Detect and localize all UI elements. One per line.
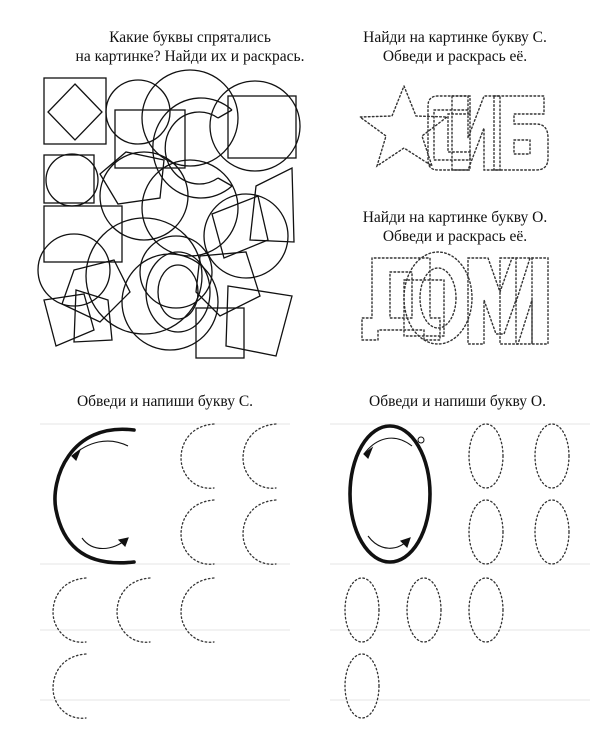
find-o-title-line-1: Найди на картинке букву О. [362, 209, 548, 226]
start-point-icon [418, 437, 424, 443]
find-c-title-line-1: Найди на картинке букву С. [363, 29, 547, 46]
model-letter-o [350, 426, 430, 562]
find-o-title-line-2: Обведи и раскрась её. [382, 228, 528, 245]
arrow-o-top-icon [364, 438, 412, 454]
trace-c-title-text: Обведи и напиши букву С. [76, 393, 254, 410]
find-c-title-line-2: Обведи и раскрась её. [382, 48, 528, 65]
trace-o-title-text: Обведи и напиши букву О. [369, 393, 546, 410]
hidden-letters-title-line-2: на картинке? Найди их и раскрась. [75, 48, 305, 65]
hidden-letters-title-line-1: Какие буквы спрятались [109, 29, 271, 46]
